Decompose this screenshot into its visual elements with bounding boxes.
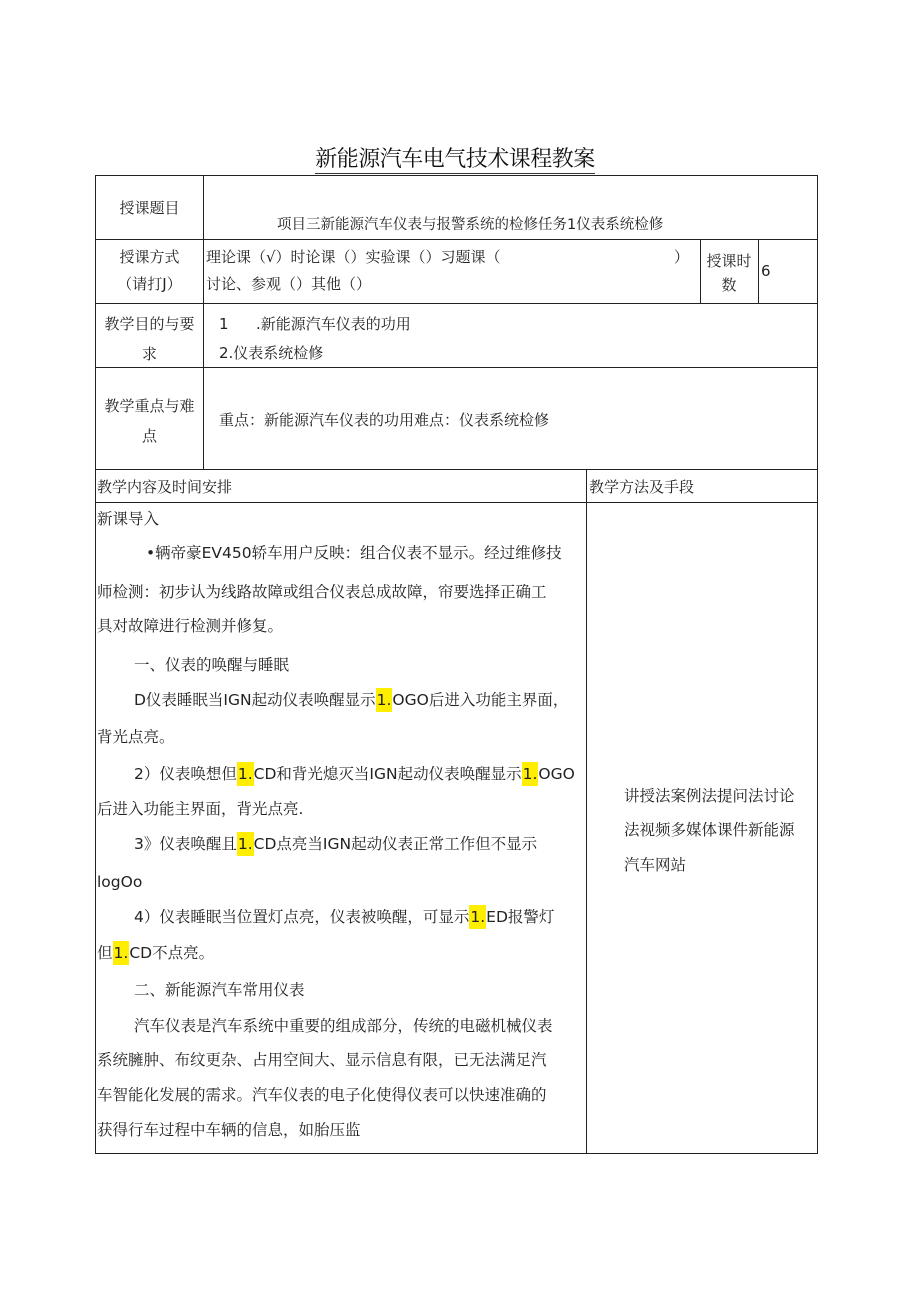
method-label-1: 授课方式 (119, 248, 180, 266)
item-3-line-2: logOo (97, 873, 143, 891)
goal-label-2: 求 (141, 345, 157, 363)
method-line-2: 讨论、参观（）其他（） (206, 275, 372, 293)
col-divider (586, 469, 587, 1154)
item-4-line-2-a: 但 (97, 944, 113, 962)
case-line-2: 师检测：初步认为线路故障或组合仪表总成故障，帘要选择正确工 (97, 583, 547, 601)
section-2-line-3: 车智能化发展的需求。汽车仪表的电子化使得仪表可以快速准确的 (97, 1086, 547, 1104)
highlight-mark: 1. (237, 832, 254, 856)
highlight-mark: 1. (469, 905, 486, 929)
highlight-mark: 1. (113, 941, 130, 965)
intro-heading: 新课导入 (97, 510, 160, 528)
item-2-line-2: 后进入功能主界面，背光点亮. (97, 800, 304, 818)
goal-item-2: 2.仪表系统检修 (219, 344, 324, 362)
item-4-line-2-b: CD不点亮。 (129, 944, 215, 962)
hours-label-1: 授课时 (706, 252, 752, 270)
key-label-2: 点 (141, 427, 157, 445)
item-3-text-b: CD点亮当IGN起动仪表正常工作但不显示 (253, 835, 538, 853)
methods-line-3: 汽车网站 (624, 856, 687, 874)
item-1-text-a: D仪表睡眠当IGN起动仪表唤醒显示 (134, 691, 376, 709)
highlight-mark: 1. (237, 762, 254, 786)
section-2-line-1: 汽车仪表是汽车系统中重要的组成部分，传统的电磁机械仪表 (134, 1017, 553, 1035)
goal-label-1: 教学目的与要 (104, 315, 195, 333)
item-2-line-1 (134, 759, 575, 790)
method-line-1-end: ） (674, 248, 690, 266)
section-2-line-2: 系统臃肿、布纹更杂、占用空间大、显示信息有限，已无法满足汽 (97, 1051, 547, 1069)
hours-value: 6 (761, 262, 771, 280)
item-3-line-1 (134, 829, 537, 860)
section-2-heading: 二、新能源汽车常用仪表 (134, 981, 305, 999)
topic-label: 授课题目 (119, 199, 180, 217)
method-column-header: 教学方法及手段 (589, 478, 695, 496)
item-2-text-a: 2）仪表唤想但 (134, 765, 237, 783)
section-2-line-4: 获得行车过程中车辆的信息，如胎压监 (97, 1121, 361, 1139)
key-label-1: 教学重点与难 (104, 397, 195, 415)
item-1-text-b: OGO后进入功能主界面， (392, 691, 569, 709)
page-title-text: 新能源汽车电气技术课程教案 (315, 147, 595, 172)
item-1-line-2: 背光点亮。 (97, 728, 175, 746)
key-value: 重点：新能源汽车仪表的功用难点：仪表系统检修 (219, 411, 550, 429)
item-1-line-1 (134, 685, 568, 716)
method-line-1: 理论课（√）时论课（）实验课（）习题课（ (206, 248, 501, 266)
row-divider (95, 502, 818, 503)
hours-label-2: 数 (721, 276, 737, 294)
section-1-heading: 一、仪表的唤醒与睡眠 (134, 656, 290, 674)
case-line-1: •辆帝豪EV450轿车用户反映：组合仪表不显示。经过维修技 (146, 544, 562, 562)
methods-line-2: 法视频多媒体课件新能源 (624, 821, 795, 839)
goal-number-1: 1 (219, 315, 229, 333)
methods-line-1: 讲授法案例法提问法讨论 (624, 787, 795, 805)
item-2-text-c: OGO (538, 765, 575, 783)
topic-value: 项目三新能源汽车仪表与报警系统的检修任务1仪表系统检修 (277, 217, 664, 233)
goal-item-1: .新能源汽车仪表的功用 (256, 315, 411, 333)
item-4-text-a: 4）仪表睡眠当位置灯点亮，仪表被唤醒，可显示 (134, 908, 470, 926)
item-2-text-b: CD和背光熄灭当IGN起动仪表唤醒显示 (253, 765, 522, 783)
item-4-text-b: ED报警灯 (486, 908, 555, 926)
highlight-mark: 1. (376, 688, 393, 712)
method-label-2: （请打J） (117, 275, 182, 293)
page-title (0, 142, 910, 173)
item-3-text-a: 3》仪表唤醒且 (134, 835, 237, 853)
highlight-mark: 1. (522, 762, 539, 786)
item-4-line-2 (97, 938, 214, 969)
col-divider (758, 239, 759, 303)
col-divider (203, 175, 204, 469)
row-divider (95, 469, 818, 470)
item-4-line-1 (134, 902, 554, 933)
content-column-header: 教学内容及时间安排 (97, 478, 233, 496)
case-line-3: 具对故障进行检测并修复。 (97, 617, 284, 635)
